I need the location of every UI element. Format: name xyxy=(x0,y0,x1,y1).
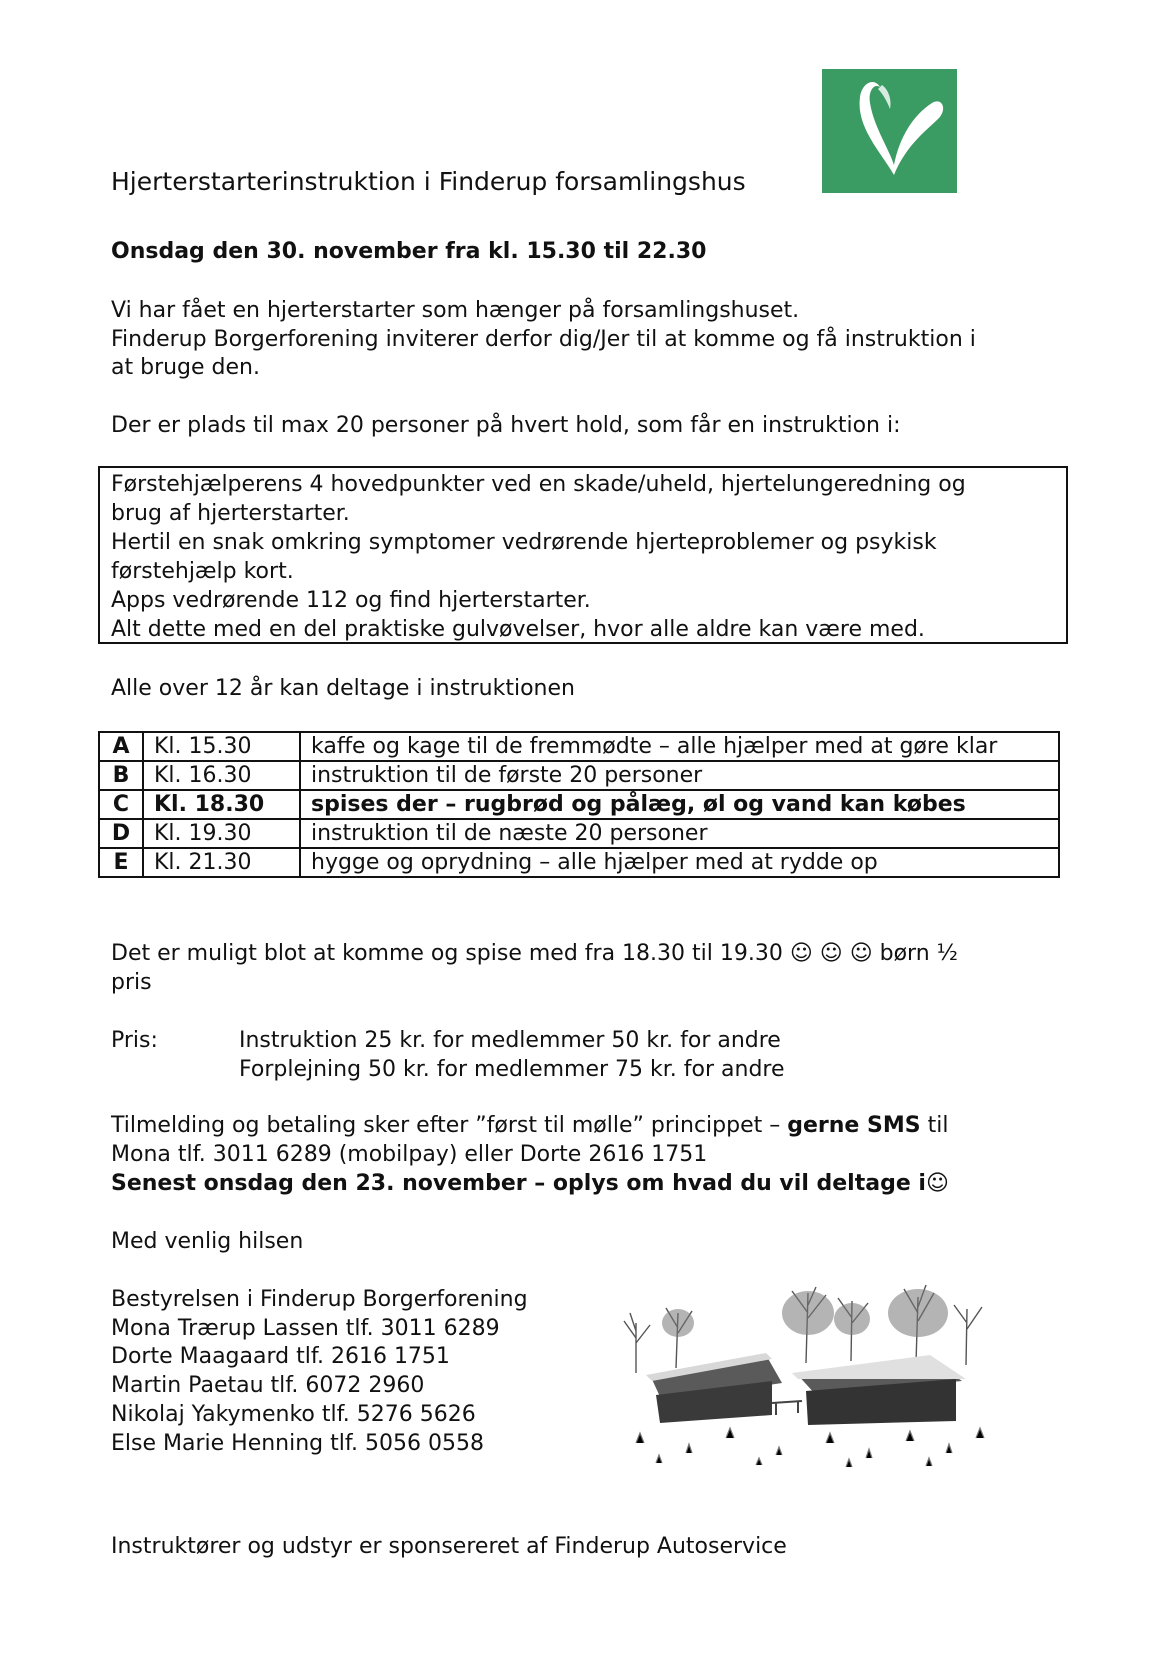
signup-text-a: Tilmelding og betaling sker efter ”først til mølle” princippet – xyxy=(111,1113,788,1138)
schedule-time: Kl. 16.30 xyxy=(143,761,300,790)
intro-line-2: Finderup Borgerforening inviterer derfor dig/Jer til at komme og få instruktion i xyxy=(111,327,976,352)
signup-line-2: Mona tlf. 3011 6289 (mobilpay) eller Dorte 2616 1751 xyxy=(111,1142,708,1167)
eat-line-1: Det er muligt blot at komme og spise med fra 18.30 til 19.30 ☺ ☺ ☺ børn ½ xyxy=(111,941,958,966)
schedule-time: Kl. 18.30 xyxy=(143,790,300,819)
schedule-desc: hygge og oprydning – alle hjælper med at rydde op xyxy=(300,848,1059,877)
schedule-letter: C xyxy=(99,790,143,819)
page-title: Hjerterstarterinstruktion i Finderup forsamlingshus xyxy=(111,167,746,196)
schedule-letter: E xyxy=(99,848,143,877)
schedule-desc: instruktion til de første 20 personer xyxy=(300,761,1059,790)
schedule-table xyxy=(98,731,1060,878)
eat-line-2: pris xyxy=(111,970,152,995)
signup-deadline: Senest onsdag den 23. november – oplys om hvad du vil deltage i☺ xyxy=(111,1171,949,1196)
table-row xyxy=(99,790,1059,819)
price-label: Pris: xyxy=(111,1028,158,1053)
price-line-1: Instruktion 25 kr. for medlemmer 50 kr. for andre xyxy=(239,1028,781,1053)
schedule-time: Kl. 21.30 xyxy=(143,848,300,877)
board-line: Mona Trærup Lassen tlf. 3011 6289 xyxy=(111,1316,500,1341)
board-line: Bestyrelsen i Finderup Borgerforening xyxy=(111,1287,528,1312)
schedule-desc: spises der – rugbrød og pålæg, øl og vand kan købes xyxy=(300,790,1059,819)
schedule-desc: kaffe og kage til de fremmødte – alle hjælper med at gøre klar xyxy=(300,732,1059,761)
price-line-2: Forplejning 50 kr. for medlemmer 75 kr. for andre xyxy=(239,1057,785,1082)
schedule-time: Kl. 19.30 xyxy=(143,819,300,848)
capacity-line: Der er plads til max 20 personer på hvert hold, som får en instruktion i: xyxy=(111,413,901,438)
table-row xyxy=(99,732,1059,761)
box-line: Hertil en snak omkring symptomer vedrørende hjerteproblemer og psykisk xyxy=(111,530,937,555)
table-row xyxy=(99,819,1059,848)
green-heart-logo-icon xyxy=(822,69,957,193)
event-date: Onsdag den 30. november fra kl. 15.30 til 22.30 xyxy=(111,239,707,264)
intro-line-3: at bruge den. xyxy=(111,355,260,380)
box-line: brug af hjerterstarter. xyxy=(111,501,350,526)
signup-line-1 xyxy=(111,1111,948,1140)
winter-shelter-sketch-icon xyxy=(616,1283,998,1473)
box-line: førstehjælp kort. xyxy=(111,559,294,584)
signup-text-b: til xyxy=(920,1113,949,1138)
table-row xyxy=(99,848,1059,877)
schedule-letter: A xyxy=(99,732,143,761)
intro-line-1: Vi har fået en hjerterstarter som hænger på forsamlingshuset. xyxy=(111,298,800,323)
schedule-desc: instruktion til de næste 20 personer xyxy=(300,819,1059,848)
greeting: Med venlig hilsen xyxy=(111,1229,304,1254)
schedule-letter: B xyxy=(99,761,143,790)
box-line: Førstehjælperens 4 hovedpunkter ved en skade/uheld, hjertelungeredning og xyxy=(111,472,966,497)
schedule-letter: D xyxy=(99,819,143,848)
table-row xyxy=(99,761,1059,790)
signup-sms: gerne SMS xyxy=(787,1113,921,1138)
board-line: Else Marie Henning tlf. 5056 0558 xyxy=(111,1431,484,1456)
age-line: Alle over 12 år kan deltage i instruktionen xyxy=(111,676,575,701)
schedule-time: Kl. 15.30 xyxy=(143,732,300,761)
instruction-topics-box xyxy=(98,466,1068,644)
board-line: Martin Paetau tlf. 6072 2960 xyxy=(111,1373,425,1398)
box-line: Alt dette med en del praktiske gulvøvelser, hvor alle aldre kan være med. xyxy=(111,617,925,642)
box-line: Apps vedrørende 112 og find hjerterstarter. xyxy=(111,588,591,613)
board-line: Nikolaj Yakymenko tlf. 5276 5626 xyxy=(111,1402,476,1427)
sponsor-line: Instruktører og udstyr er sponsereret af Finderup Autoservice xyxy=(111,1534,787,1559)
board-line: Dorte Maagaard tlf. 2616 1751 xyxy=(111,1344,450,1369)
